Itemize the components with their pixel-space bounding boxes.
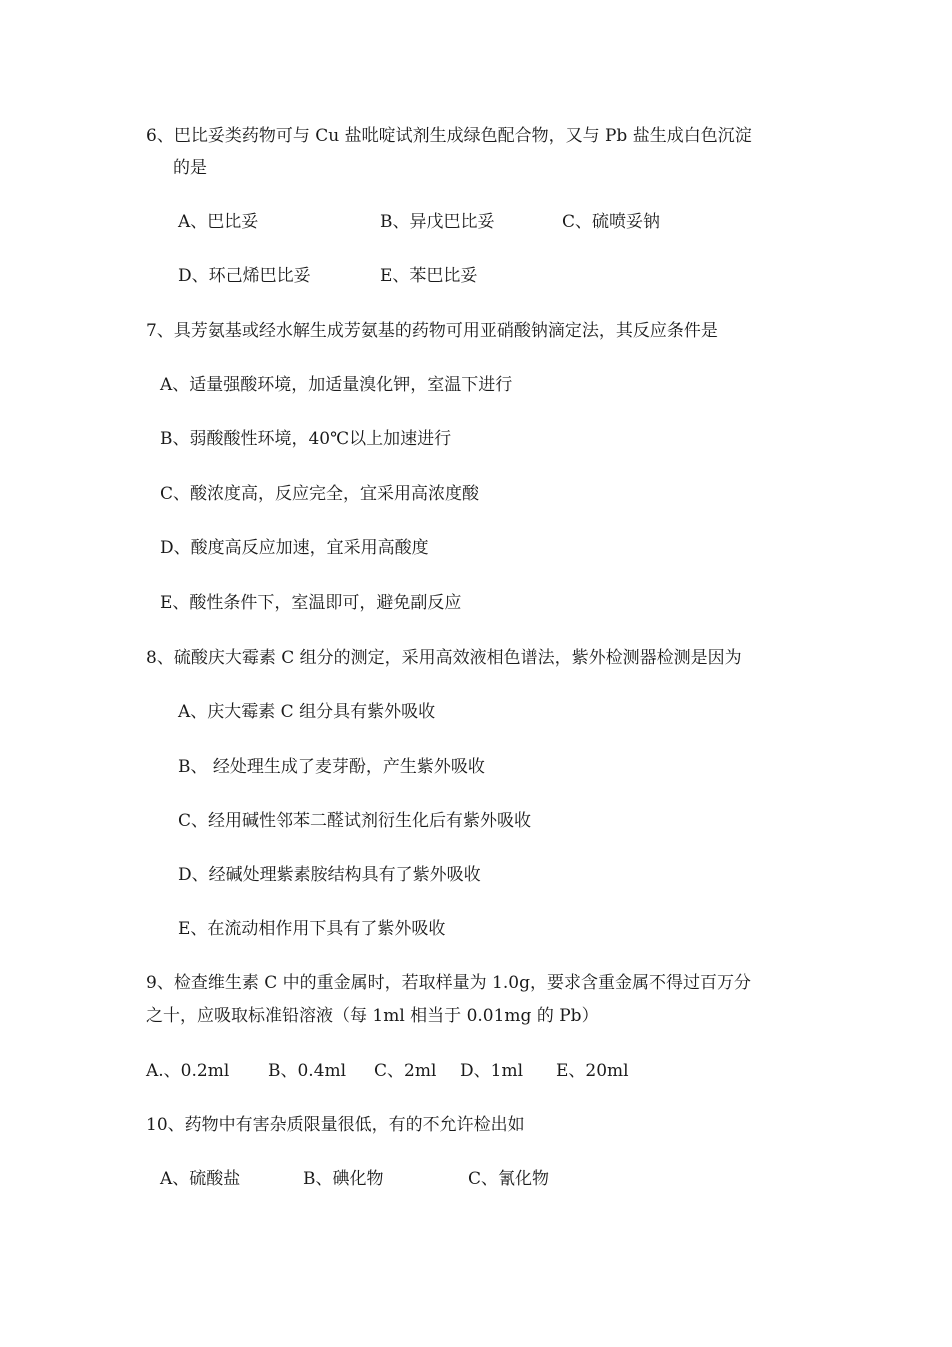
q10-stem: 10、药物中有害杂质限量很低，有的不允许检出如: [146, 1115, 525, 1135]
q10-option-a: A、硫酸盐: [160, 1169, 241, 1189]
q6-option-a: A、巴比妥: [178, 212, 259, 232]
q7-option-d: D、酸度高反应加速，宜采用高酸度: [160, 538, 429, 558]
q9-option-b: B、0.4ml: [268, 1061, 347, 1081]
q8-option-c: C、经用碱性邻苯二醛试剂衍生化后有紫外吸收: [178, 811, 532, 831]
q6-option-e: E、苯巴比妥: [380, 266, 478, 286]
q6-stem-line1: 6、巴比妥类药物可与 Cu 盐吡啶试剂生成绿色配合物，又与 Pb 盐生成白色沉淀: [146, 126, 752, 146]
q8-option-a: A、庆大霉素 C 组分具有紫外吸收: [178, 702, 436, 722]
q8-stem: 8、硫酸庆大霉素 C 组分的测定，采用高效液相色谱法，紫外检测器检测是因为: [146, 648, 742, 668]
q8-option-e: E、在流动相作用下具有了紫外吸收: [178, 919, 446, 939]
q9-option-e: E、20ml: [556, 1061, 629, 1081]
q9-option-d: D、1ml: [460, 1061, 524, 1081]
q9-option-a: A.、0.2ml: [146, 1061, 230, 1081]
q7-stem: 7、具芳氨基或经水解生成芳氨基的药物可用亚硝酸钠滴定法，其反应条件是: [146, 321, 718, 341]
q6-option-c: C、硫喷妥钠: [562, 212, 661, 232]
q10-option-b: B、碘化物: [303, 1169, 384, 1189]
q8-option-d: D、经碱处理紫素胺结构具有了紫外吸收: [178, 865, 481, 885]
q8-option-b: B、 经处理生成了麦芽酚，产生紫外吸收: [178, 757, 485, 777]
q6-option-d: D、环己烯巴比妥: [178, 266, 311, 286]
q9-stem-line1: 9、检查维生素 C 中的重金属时，若取样量为 1.0g，要求含重金属不得过百万分: [146, 973, 751, 993]
q6-option-b: B、异戊巴比妥: [380, 212, 495, 232]
q7-option-a: A、适量强酸环境，加适量溴化钾，室温下进行: [160, 375, 513, 395]
q6-stem-line2: 的是: [173, 158, 207, 178]
q7-option-c: C、酸浓度高，反应完全，宜采用高浓度酸: [160, 484, 480, 504]
q9-option-c: C、2ml: [374, 1061, 437, 1081]
q7-option-e: E、酸性条件下，室温即可，避免副反应: [160, 593, 462, 613]
q7-option-b: B、弱酸酸性环境，40℃以上加速进行: [160, 429, 452, 449]
q10-option-c: C、氰化物: [468, 1169, 550, 1189]
q9-stem-line2: 之十，应吸取标准铅溶液（每 1ml 相当于 0.01mg 的 Pb）: [146, 1006, 599, 1026]
